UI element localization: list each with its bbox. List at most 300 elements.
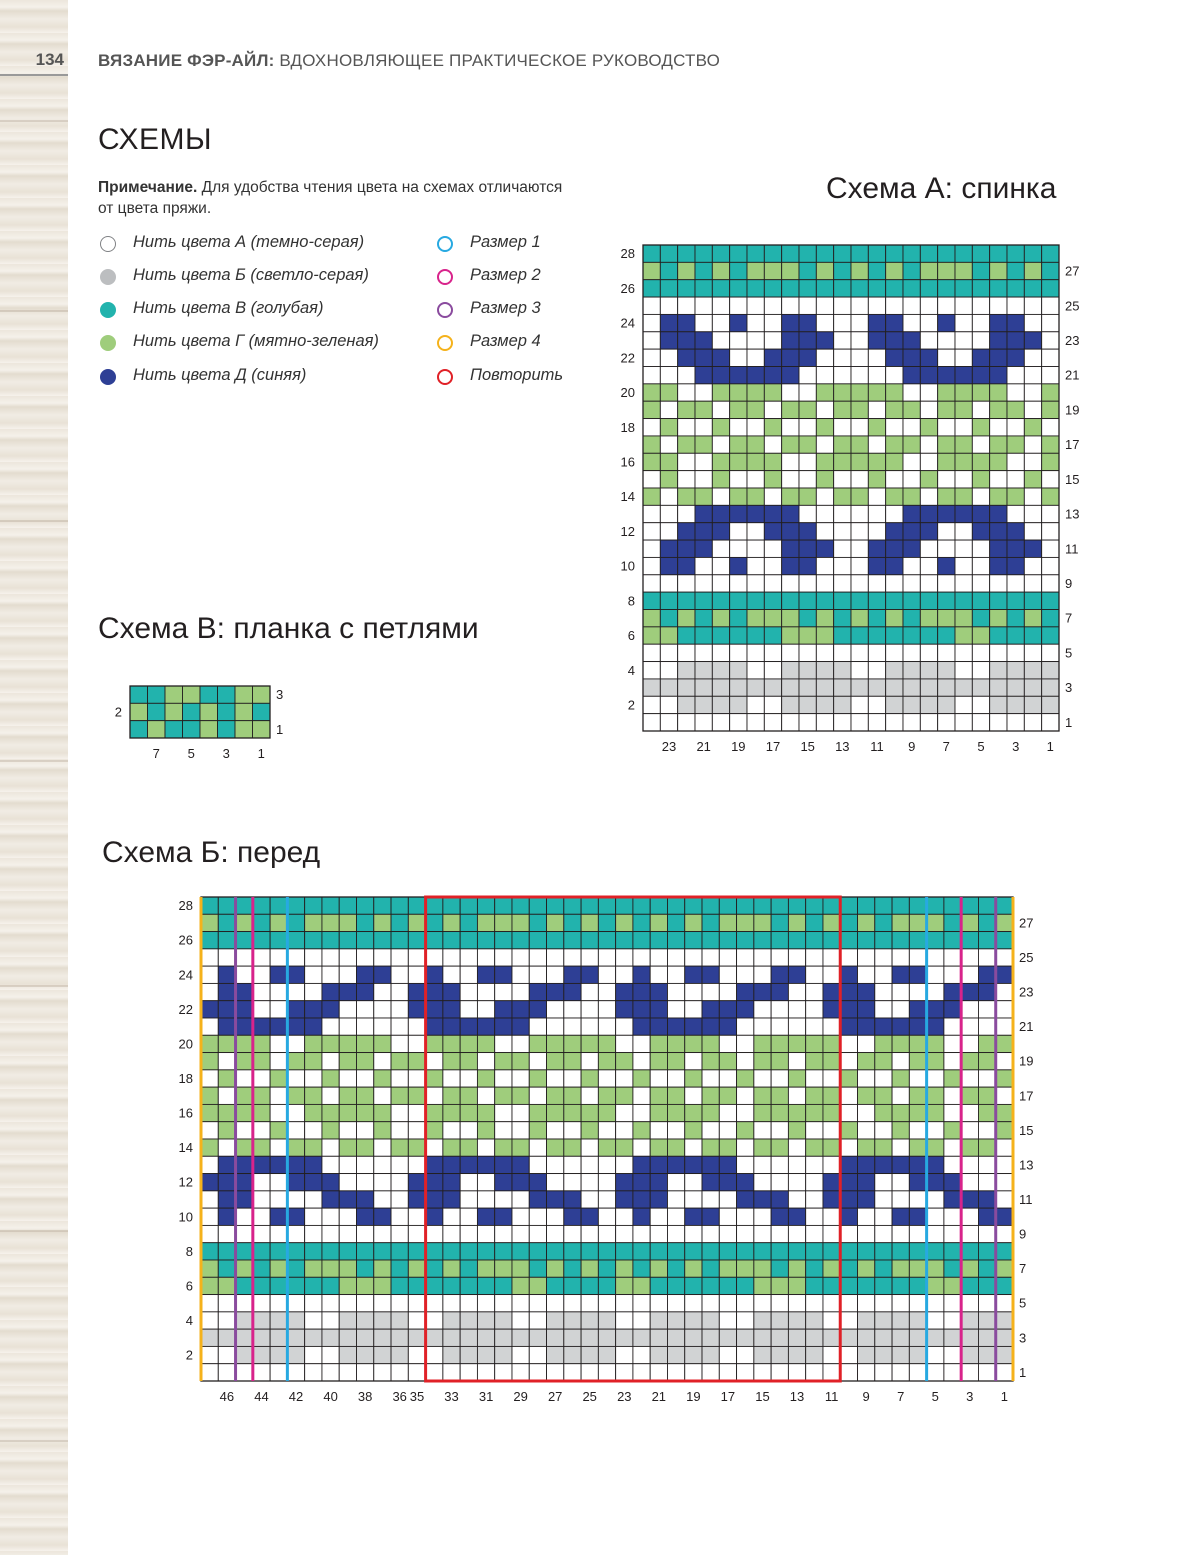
stitch-cell	[996, 1087, 1013, 1104]
stitch-cell	[961, 1329, 978, 1346]
stitch-cell	[305, 1346, 322, 1363]
stitch-cell	[374, 914, 391, 931]
stitch-cell	[996, 1035, 1013, 1052]
stitch-cell	[339, 1364, 356, 1381]
stitch-cell	[287, 1174, 304, 1191]
stitch-cell	[823, 966, 840, 983]
stitch-cell	[978, 1139, 995, 1156]
row-number-label: 4	[627, 662, 635, 678]
stitch-cell	[737, 1035, 754, 1052]
stitch-cell	[978, 1001, 995, 1018]
stitch-cell	[840, 966, 857, 983]
stitch-cell	[719, 1208, 736, 1225]
stitch-cell	[391, 983, 408, 1000]
stitch-cell	[547, 914, 564, 931]
stitch-cell	[771, 1277, 788, 1294]
stitch-cell	[737, 1329, 754, 1346]
stitch-cell	[564, 1018, 581, 1035]
stitch-cell	[633, 1053, 650, 1070]
row-number-label: 18	[178, 1071, 193, 1086]
stitch-number-label: 23	[617, 1389, 632, 1404]
stitch-cell	[754, 1001, 771, 1018]
stitch-cell	[719, 1122, 736, 1139]
stitch-cell	[270, 1329, 287, 1346]
stitch-cell	[477, 1122, 494, 1139]
row-number-label: 7	[1065, 610, 1073, 626]
stitch-cell	[253, 1312, 270, 1329]
stitch-cell	[823, 1277, 840, 1294]
stitch-cell	[944, 1312, 961, 1329]
stitch-cell	[426, 1208, 443, 1225]
stitch-cell	[892, 983, 909, 1000]
stitch-cell	[512, 1243, 529, 1260]
stitch-cell	[978, 1018, 995, 1035]
stitch-cell	[547, 1260, 564, 1277]
stitch-cell	[391, 932, 408, 949]
legend-label: Размер 4	[470, 332, 541, 350]
stitch-cell	[961, 1174, 978, 1191]
stitch-cell	[667, 1312, 684, 1329]
stitch-cell	[460, 1312, 477, 1329]
stitch-cell	[512, 1295, 529, 1312]
stitch-cell	[374, 897, 391, 914]
stitch-cell	[426, 1174, 443, 1191]
stitch-cell	[996, 897, 1013, 914]
row-number-label: 12	[178, 1174, 193, 1190]
stitch-cell	[201, 1139, 218, 1156]
stitch-cell	[737, 1001, 754, 1018]
stitch-cell	[598, 1087, 615, 1104]
stitch-cell	[581, 1260, 598, 1277]
stitch-cell	[374, 1243, 391, 1260]
stitch-cell	[737, 1174, 754, 1191]
stitch-cell	[529, 1260, 546, 1277]
stitch-cell	[529, 1087, 546, 1104]
stitch-cell	[667, 1139, 684, 1156]
row-number-label: 8	[185, 1243, 193, 1259]
stitch-cell	[201, 1346, 218, 1363]
row-number-label: 14	[178, 1140, 193, 1156]
stitch-cell	[218, 1295, 235, 1312]
stitch-cell	[564, 1070, 581, 1087]
stitch-cell	[253, 1260, 270, 1277]
chart-v-title: Схема В: планка с петлями	[98, 612, 479, 645]
stitch-cell	[650, 1053, 667, 1070]
stitch-cell	[771, 1364, 788, 1381]
stitch-cell	[477, 1312, 494, 1329]
stitch-cell	[961, 1053, 978, 1070]
stitch-cell	[356, 1346, 373, 1363]
stitch-cell	[236, 1364, 253, 1381]
stitch-cell	[616, 1295, 633, 1312]
stitch-cell	[408, 966, 425, 983]
stitch-cell	[840, 1329, 857, 1346]
stitch-cell	[806, 1122, 823, 1139]
row-number-label: 17	[1019, 1088, 1034, 1104]
stitch-cell	[685, 1329, 702, 1346]
stitch-cell	[339, 1087, 356, 1104]
row-number-label: 27	[1065, 263, 1080, 279]
stitch-cell	[978, 1191, 995, 1208]
stitch-cell	[374, 1139, 391, 1156]
stitch-cell	[685, 1243, 702, 1260]
stitch-cell	[339, 914, 356, 931]
stitch-cell	[754, 1053, 771, 1070]
stitch-cell	[443, 1364, 460, 1381]
stitch-cell	[253, 983, 270, 1000]
stitch-cell	[443, 1035, 460, 1052]
stitch-cell	[339, 1018, 356, 1035]
stitch-cell	[270, 1225, 287, 1242]
stitch-cell	[754, 897, 771, 914]
stitch-cell	[495, 983, 512, 1000]
stitch-cell	[927, 1001, 944, 1018]
stitch-number-label: 3	[222, 746, 230, 761]
stitch-cell	[909, 1191, 926, 1208]
stitch-cell	[892, 1174, 909, 1191]
stitch-cell	[788, 1001, 805, 1018]
stitch-cell	[685, 1364, 702, 1381]
stitch-cell	[408, 1053, 425, 1070]
stitch-cell	[823, 1035, 840, 1052]
stitch-cell	[892, 1260, 909, 1277]
stitch-cell	[840, 914, 857, 931]
stitch-cell	[339, 1122, 356, 1139]
stitch-cell	[529, 1364, 546, 1381]
stitch-cell	[201, 1174, 218, 1191]
stitch-cell	[702, 949, 719, 966]
stitch-cell	[529, 1053, 546, 1070]
stitch-cell	[581, 1001, 598, 1018]
stitch-cell	[996, 1139, 1013, 1156]
stitch-cell	[339, 1070, 356, 1087]
stitch-cell	[754, 1346, 771, 1363]
stitch-cell	[287, 1208, 304, 1225]
stitch-cell	[806, 1295, 823, 1312]
stitch-cell	[443, 1260, 460, 1277]
legend-label: Нить цвета Д (синяя)	[133, 366, 307, 384]
stitch-cell	[909, 1260, 926, 1277]
stitch-cell	[529, 1104, 546, 1121]
stitch-cell	[961, 1070, 978, 1087]
stitch-cell	[564, 1001, 581, 1018]
stitch-cell	[374, 1104, 391, 1121]
stitch-cell	[875, 1329, 892, 1346]
stitch-cell	[754, 1035, 771, 1052]
stitch-cell	[426, 1260, 443, 1277]
stitch-number-label: 9	[908, 739, 916, 754]
stitch-cell	[667, 983, 684, 1000]
stitch-cell	[996, 1122, 1013, 1139]
stitch-cell	[840, 1225, 857, 1242]
stitch-cell	[253, 914, 270, 931]
stitch-cell	[996, 1053, 1013, 1070]
stitch-cell	[892, 1295, 909, 1312]
stitch-cell	[305, 966, 322, 983]
stitch-cell	[944, 914, 961, 931]
stitch-cell	[236, 1312, 253, 1329]
stitch-cell	[443, 983, 460, 1000]
stitch-cell	[253, 1001, 270, 1018]
stitch-cell	[823, 1260, 840, 1277]
stitch-cell	[218, 1174, 235, 1191]
stitch-cell	[961, 966, 978, 983]
stitch-cell	[961, 932, 978, 949]
row-number-label: 9	[1019, 1226, 1027, 1242]
stitch-cell	[426, 914, 443, 931]
stitch-cell	[356, 1001, 373, 1018]
stitch-cell	[495, 897, 512, 914]
stitch-cell	[633, 1208, 650, 1225]
stitch-cell	[719, 949, 736, 966]
stitch-number-label: 33	[444, 1389, 459, 1404]
stitch-cell	[909, 932, 926, 949]
stitch-cell	[564, 1174, 581, 1191]
stitch-cell	[598, 966, 615, 983]
stitch-cell	[305, 1243, 322, 1260]
stitch-cell	[823, 1018, 840, 1035]
stitch-cell	[443, 1104, 460, 1121]
stitch-cell	[218, 1035, 235, 1052]
stitch-cell	[978, 932, 995, 949]
stitch-cell	[719, 1260, 736, 1277]
stitch-cell	[840, 1174, 857, 1191]
stitch-cell	[253, 1243, 270, 1260]
stitch-cell	[287, 1243, 304, 1260]
stitch-cell	[633, 1260, 650, 1277]
stitch-cell	[667, 1225, 684, 1242]
stitch-cell	[356, 1104, 373, 1121]
stitch-cell	[909, 1035, 926, 1052]
stitch-cell	[598, 1312, 615, 1329]
stitch-cell	[460, 1174, 477, 1191]
stitch-number-label: 3	[1012, 739, 1020, 754]
stitch-cell	[944, 949, 961, 966]
stitch-number-label: 9	[862, 1389, 870, 1404]
stitch-cell	[495, 1191, 512, 1208]
stitch-cell	[529, 983, 546, 1000]
stitch-cell	[581, 1053, 598, 1070]
stitch-cell	[443, 1346, 460, 1363]
stitch-cell	[719, 914, 736, 931]
stitch-cell	[737, 1346, 754, 1363]
stitch-cell	[978, 1122, 995, 1139]
stitch-cell	[633, 1312, 650, 1329]
stitch-cell	[978, 949, 995, 966]
stitch-cell	[840, 932, 857, 949]
stitch-cell	[322, 949, 339, 966]
stitch-cell	[788, 1156, 805, 1173]
stitch-cell	[253, 1087, 270, 1104]
stitch-cell	[702, 1295, 719, 1312]
stitch-number-label: 5	[187, 746, 195, 761]
stitch-cell	[443, 1087, 460, 1104]
row-number-label: 11	[1065, 541, 1079, 557]
stitch-cell	[408, 1191, 425, 1208]
stitch-cell	[391, 1243, 408, 1260]
stitch-cell	[391, 1001, 408, 1018]
stitch-cell	[961, 1156, 978, 1173]
stitch-cell	[650, 897, 667, 914]
stitch-cell	[685, 966, 702, 983]
stitch-cell	[858, 1295, 875, 1312]
stitch-cell	[460, 1208, 477, 1225]
stitch-cell	[927, 1139, 944, 1156]
stitch-cell	[961, 914, 978, 931]
stitch-cell	[443, 966, 460, 983]
stitch-cell	[702, 1001, 719, 1018]
stitch-cell	[374, 1053, 391, 1070]
stitch-cell	[875, 1225, 892, 1242]
stitch-cell	[858, 1208, 875, 1225]
stitch-cell	[270, 1277, 287, 1294]
stitch-cell	[823, 983, 840, 1000]
stitch-cell	[305, 1001, 322, 1018]
stitch-cell	[996, 1329, 1013, 1346]
stitch-cell	[253, 1174, 270, 1191]
stitch-cell	[529, 949, 546, 966]
stitch-cell	[356, 1208, 373, 1225]
stitch-cell	[944, 1225, 961, 1242]
stitch-cell	[443, 1122, 460, 1139]
stitch-cell	[236, 1035, 253, 1052]
stitch-cell	[840, 1346, 857, 1363]
stitch-cell	[374, 1346, 391, 1363]
stitch-cell	[322, 1122, 339, 1139]
stitch-cell	[408, 1225, 425, 1242]
stitch-cell	[754, 1070, 771, 1087]
stitch-cell	[616, 1191, 633, 1208]
stitch-cell	[305, 932, 322, 949]
stitch-cell	[771, 1001, 788, 1018]
stitch-cell	[253, 932, 270, 949]
stitch-cell	[944, 1001, 961, 1018]
stitch-cell	[788, 1122, 805, 1139]
stitch-cell	[685, 1087, 702, 1104]
stitch-cell	[495, 1087, 512, 1104]
stitch-cell	[253, 1208, 270, 1225]
stitch-cell	[598, 1295, 615, 1312]
stitch-cell	[823, 1070, 840, 1087]
stitch-cell	[961, 1104, 978, 1121]
stitch-cell	[201, 1087, 218, 1104]
row-number-label: 16	[178, 1105, 193, 1121]
stitch-cell	[685, 949, 702, 966]
stitch-cell	[771, 1346, 788, 1363]
stitch-cell	[236, 983, 253, 1000]
stitch-cell	[391, 1174, 408, 1191]
row-number-label: 9	[1065, 576, 1073, 591]
stitch-cell	[650, 914, 667, 931]
stitch-cell	[598, 983, 615, 1000]
stitch-cell	[564, 1329, 581, 1346]
stitch-cell	[927, 1087, 944, 1104]
stitch-cell	[236, 914, 253, 931]
stitch-cell	[598, 949, 615, 966]
stitch-cell	[616, 1122, 633, 1139]
row-number-label: 20	[620, 385, 635, 400]
stitch-cell	[961, 1243, 978, 1260]
stitch-cell	[236, 1329, 253, 1346]
stitch-cell	[875, 1122, 892, 1139]
stitch-cell	[581, 914, 598, 931]
stitch-cell	[477, 897, 494, 914]
stitch-cell	[823, 1329, 840, 1346]
stitch-cell	[840, 1001, 857, 1018]
stitch-cell	[443, 1208, 460, 1225]
stitch-cell	[305, 1260, 322, 1277]
row-number-label: 20	[178, 1036, 193, 1052]
stitch-cell	[771, 1243, 788, 1260]
stitch-cell	[633, 1139, 650, 1156]
stitch-cell	[236, 1260, 253, 1277]
stitch-cell	[201, 1156, 218, 1173]
row-number-label: 17	[1065, 437, 1080, 453]
stitch-cell	[754, 1018, 771, 1035]
stitch-cell	[840, 1018, 857, 1035]
stitch-cell	[737, 1243, 754, 1260]
stitch-cell	[477, 932, 494, 949]
stitch-cell	[944, 1018, 961, 1035]
stitch-cell	[961, 1260, 978, 1277]
stitch-cell	[685, 1104, 702, 1121]
stitch-cell	[339, 1156, 356, 1173]
stitch-cell	[823, 949, 840, 966]
row-number-label: 3	[1065, 680, 1073, 696]
stitch-cell	[788, 1174, 805, 1191]
stitch-cell	[737, 966, 754, 983]
stitch-cell	[201, 1122, 218, 1139]
row-number-label: 12	[620, 523, 635, 539]
stitch-cell	[356, 1070, 373, 1087]
stitch-cell	[236, 1053, 253, 1070]
stitch-cell	[218, 932, 235, 949]
stitch-cell	[788, 1035, 805, 1052]
stitch-cell	[270, 1346, 287, 1363]
stitch-cell	[270, 1312, 287, 1329]
stitch-cell	[702, 1277, 719, 1294]
stitch-cell	[840, 1122, 857, 1139]
stitch-cell	[356, 1018, 373, 1035]
stitch-cell	[633, 1191, 650, 1208]
stitch-cell	[460, 1053, 477, 1070]
row-number-label: 6	[185, 1278, 193, 1294]
stitch-cell	[944, 1191, 961, 1208]
chart-b-title: Схема Б: перед	[102, 836, 321, 869]
stitch-cell	[408, 1312, 425, 1329]
stitch-cell	[754, 1260, 771, 1277]
stitch-cell	[685, 1174, 702, 1191]
stitch-cell	[339, 1346, 356, 1363]
stitch-cell	[305, 1087, 322, 1104]
stitch-cell	[633, 949, 650, 966]
stitch-cell	[771, 1174, 788, 1191]
stitch-cell	[305, 1122, 322, 1139]
stitch-cell	[564, 1191, 581, 1208]
stitch-cell	[944, 1053, 961, 1070]
stitch-cell	[771, 1191, 788, 1208]
stitch-cell	[667, 1277, 684, 1294]
stitch-cell	[529, 1295, 546, 1312]
stitch-cell	[961, 1295, 978, 1312]
stitch-cell	[287, 1346, 304, 1363]
stitch-cell	[270, 1087, 287, 1104]
stitch-cell	[737, 932, 754, 949]
stitch-cell	[236, 1295, 253, 1312]
stitch-cell	[788, 1070, 805, 1087]
stitch-cell	[529, 1191, 546, 1208]
stitch-cell	[305, 897, 322, 914]
